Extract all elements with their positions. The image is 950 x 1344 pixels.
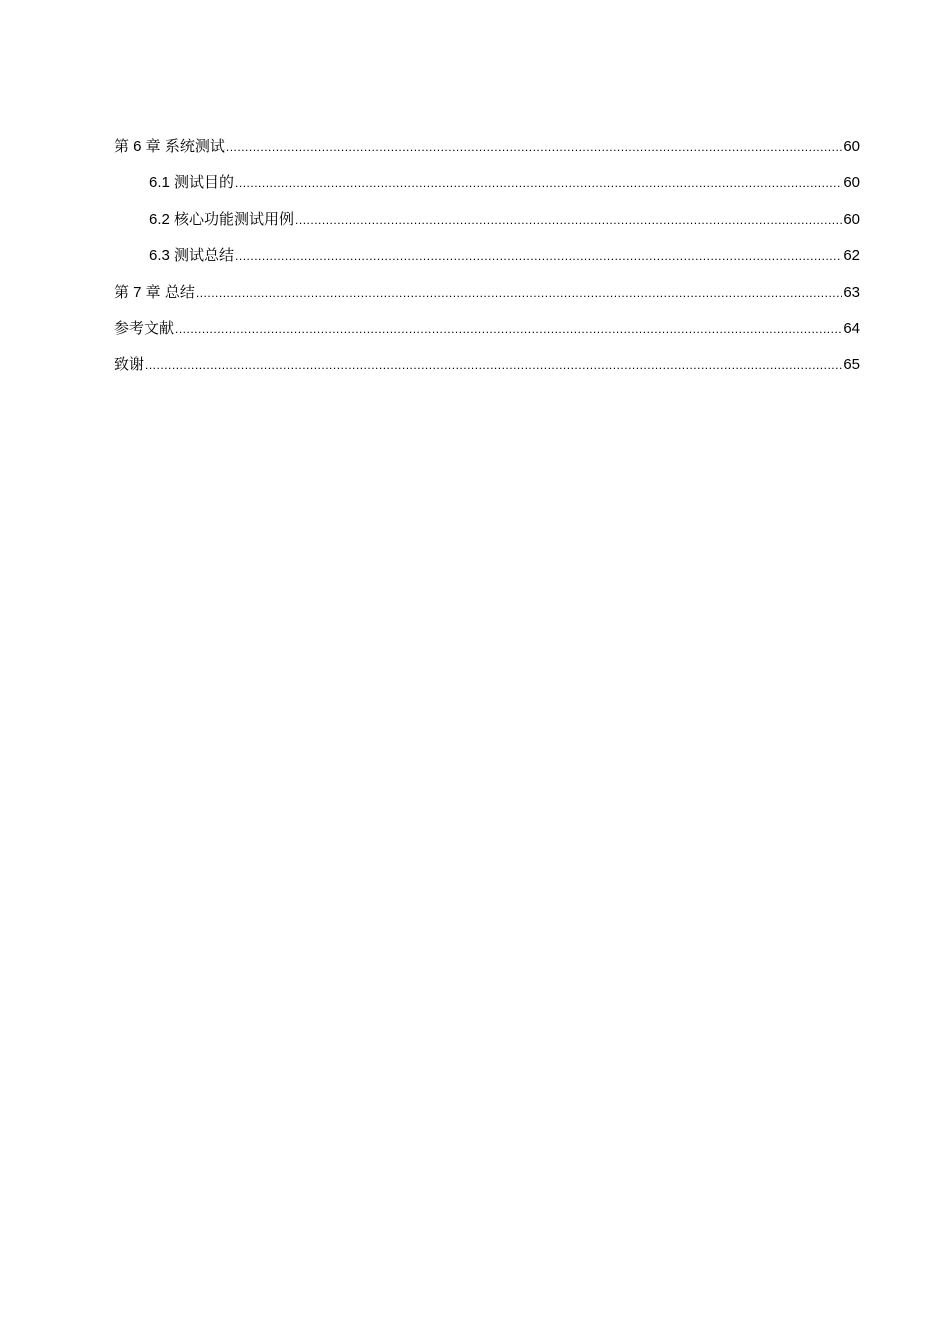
toc-leader-dots	[226, 136, 842, 158]
toc-entry-page-number: 62	[843, 247, 860, 265]
toc-leader-dots	[235, 172, 842, 194]
toc-entry-page-number: 63	[843, 283, 860, 301]
toc-entry-title: 6.1 测试目的	[149, 174, 235, 192]
toc-entry-section-6-1[interactable]	[114, 172, 860, 208]
toc-entry-page-number: 60	[843, 138, 860, 155]
toc-entry-title: 致谢	[114, 356, 145, 374]
toc-entry-page-number: 60	[843, 210, 860, 228]
toc-entry-section-6-2[interactable]	[114, 209, 860, 245]
table-of-contents	[114, 136, 860, 391]
toc-entry-title: 6.3 测试总结	[149, 247, 235, 265]
toc-entry-page-number: 60	[843, 174, 860, 192]
toc-entry-title: 参考文献	[114, 319, 175, 337]
toc-leader-dots	[145, 354, 842, 376]
toc-leader-dots	[295, 209, 842, 231]
toc-entry-page-number: 65	[843, 356, 860, 374]
toc-entry-acknowledgements[interactable]	[114, 354, 860, 390]
toc-entry-chapter-6[interactable]	[114, 136, 860, 172]
toc-entry-page-number: 64	[843, 319, 860, 337]
toc-entry-chapter-7[interactable]	[114, 282, 860, 318]
toc-entry-title: 第 7 章 总结	[114, 283, 195, 301]
toc-leader-dots	[175, 318, 842, 340]
toc-leader-dots	[235, 245, 842, 267]
toc-entry-references[interactable]	[114, 318, 860, 354]
toc-entry-title: 6.2 核心功能测试用例	[149, 210, 295, 228]
toc-entry-section-6-3[interactable]	[114, 245, 860, 281]
toc-leader-dots	[196, 282, 842, 304]
toc-entry-title: 第 6 章 系统测试	[114, 138, 225, 155]
